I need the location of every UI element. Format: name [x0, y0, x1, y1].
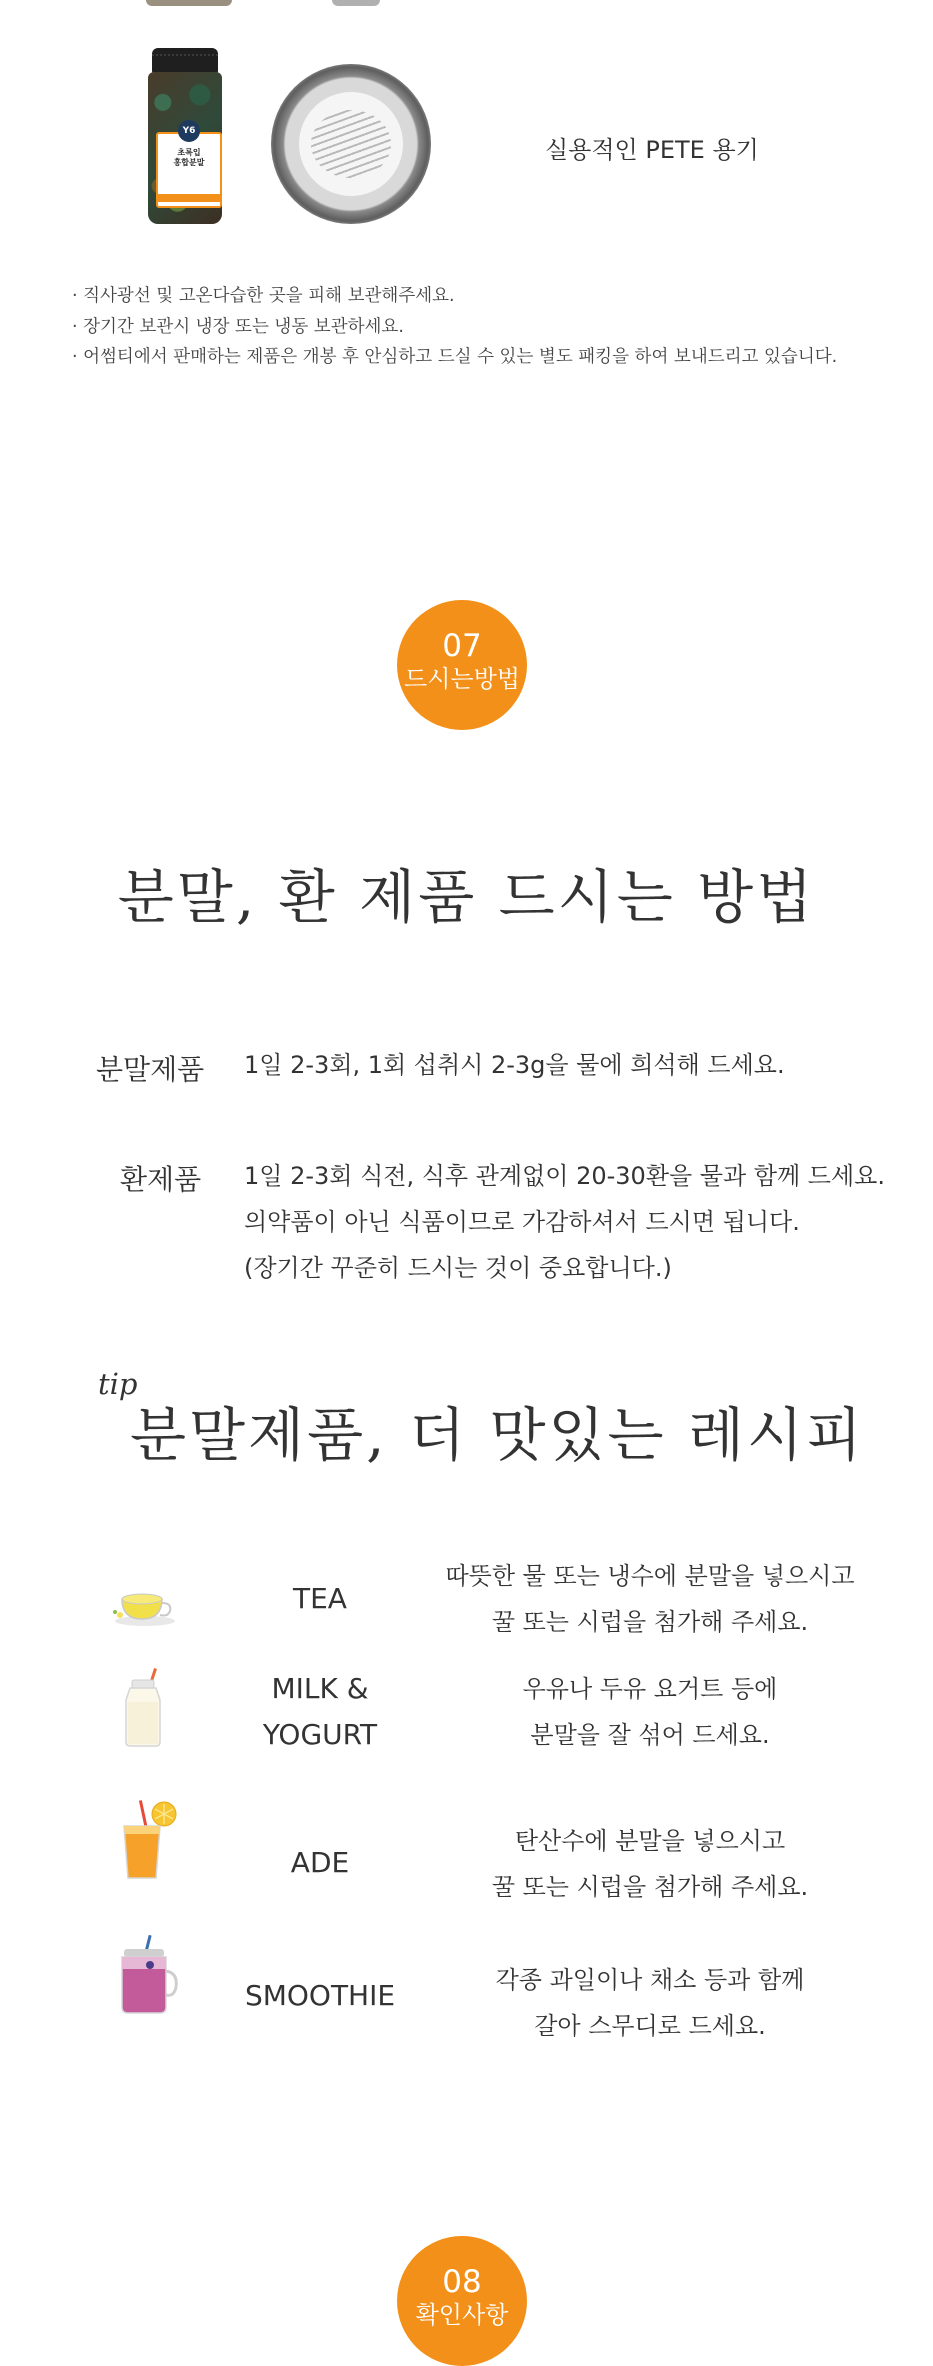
recipe-desc-milk [430, 1666, 870, 1758]
storage-notes [72, 281, 837, 373]
method-text-pill [244, 1153, 885, 1291]
method-line: (장기간 꾸준히 드시는 것이 중요합니다.) [244, 1254, 672, 1282]
method-line: 1일 2-3회, 1회 섭취시 2-3g을 물에 희석해 드세요. [244, 1051, 785, 1079]
recipe-desc-smoothie [430, 1957, 870, 2049]
recipe-desc-tea [430, 1553, 870, 1645]
method-line: 의약품이 아닌 식품이므로 가감하셔서 드시면 됩니다. [244, 1208, 800, 1236]
recipe-desc-line: 탄산수에 분말을 넣으시고 [514, 1827, 786, 1855]
note-item: · 어썸티에서 판매하는 제품은 개봉 후 안심하고 드실 수 있는 별도 패킹을 하여 보내드리고 있습니다. [72, 347, 838, 367]
recipe-desc-line: 분말을 잘 섞어 드세요. [530, 1721, 770, 1749]
tea-cup-icon [110, 1555, 180, 1635]
note-item: · 장기간 보관시 냉장 또는 냉동 보관하세요. [72, 316, 404, 337]
method-line: 1일 2-3회 식전, 식후 관계없이 20-30환을 물과 함께 드세요. [244, 1162, 885, 1190]
recipe-name-line: SMOOTHIE [244, 1979, 396, 2012]
section-number: 07 [442, 628, 482, 664]
recipe-desc-line: 따뜻한 물 또는 냉수에 분말을 넣으시고 [445, 1562, 855, 1590]
ade-glass-icon [114, 1800, 184, 1880]
method-label-powder: 분말제품 [96, 1053, 205, 1086]
section-number: 08 [442, 2264, 482, 2300]
section-badge-07 [397, 600, 527, 730]
recipe-name-line: YOGURT [262, 1718, 378, 1751]
jar-label-text: 초록입 홍합분말 [173, 148, 205, 167]
method-text-powder [244, 1042, 785, 1088]
recipe-name-smoothie [220, 1973, 420, 2019]
container-caption: 실용적인 PETE 용기 [545, 136, 759, 164]
note-item: · 직사광선 및 고온다습한 곳을 피해 보관해주세요. [72, 286, 455, 306]
recipe-name-line: ADE [290, 1846, 350, 1879]
brand-logo-icon: Y6 [178, 120, 200, 142]
recipe-name-milk [220, 1666, 420, 1758]
recipe-desc-line: 우유나 두유 요거트 등에 [522, 1675, 778, 1703]
recipe-name-tea [220, 1576, 420, 1622]
recipe-desc-line: 각종 과일이나 채소 등과 함께 [495, 1966, 805, 1994]
previous-image-edge-left [146, 0, 232, 6]
seal-lid-image [271, 64, 431, 224]
recipe-name-line: TEA [293, 1582, 347, 1615]
recipe-desc-line: 갈아 스무디로 드세요. [534, 2012, 766, 2040]
section-label: 드시는방법 [404, 665, 520, 693]
previous-image-edge-right [332, 0, 380, 6]
how-to-title: 분말, 환 제품 드시는 방법 [117, 863, 816, 931]
section-label: 확인사항 [415, 2301, 509, 2329]
recipe-name-ade [220, 1840, 420, 1886]
recipe-desc-line: 꿀 또는 시럽을 첨가해 주세요. [491, 1873, 809, 1901]
recipe-desc-ade [430, 1818, 870, 1910]
recipe-desc-line: 꿀 또는 시럽을 첨가해 주세요. [491, 1608, 809, 1636]
tip-label: tip [98, 1367, 138, 1401]
milk-bottle-icon [112, 1668, 182, 1748]
method-label-pill: 환제품 [120, 1163, 202, 1196]
recipe-title: 분말제품, 더 맛있는 레시피 [130, 1401, 866, 1469]
recipe-name-line: MILK & [271, 1672, 369, 1705]
smoothie-jar-icon [110, 1935, 180, 2015]
section-badge-08 [397, 2236, 527, 2366]
product-jar-image [146, 48, 224, 226]
